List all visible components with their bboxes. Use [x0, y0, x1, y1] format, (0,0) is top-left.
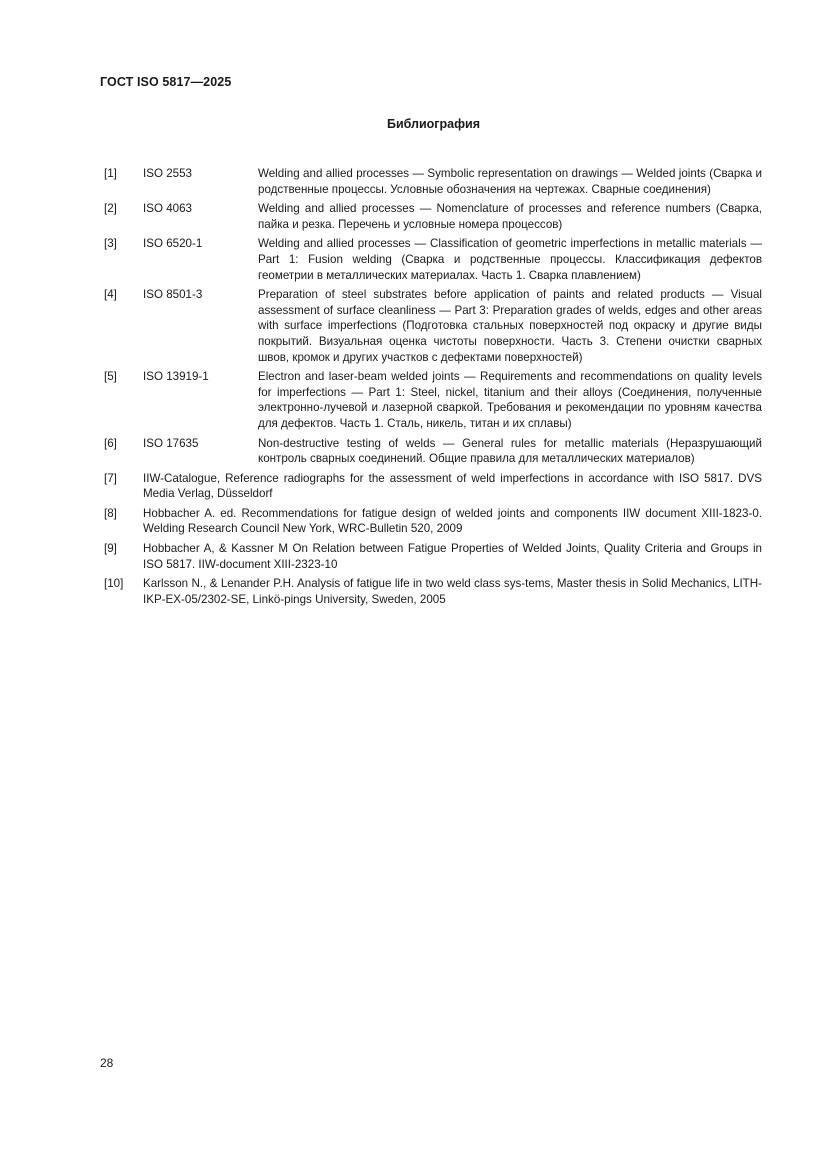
bibliography-list — [104, 166, 762, 611]
entry-text: Non-destructive testing of welds — General rules for metallic materials (Неразрушающий контроль сварных соединений. Общие правила для металлических материалов) — [258, 436, 762, 466]
bibliography-entry-4 — [104, 287, 762, 365]
entry-number: [7] — [104, 471, 117, 485]
bibliography-entry-5 — [104, 369, 762, 431]
entry-number: [9] — [104, 542, 117, 556]
entry-text: Hobbacher A. ed. Recommendations for fatigue design of welded joints and components IIW document XIII-1823-0. Welding Research Council New York, WRC-Bulletin 520, 2009 — [143, 506, 762, 536]
entry-text: Welding and allied processes — Symbolic representation on drawings — Welded joints (Сварка и родственные процессы. Условные обозначения на чертежах. Сварные соединения) — [258, 167, 762, 196]
entry-number: [4] — [104, 288, 117, 302]
bibliography-entry-6 — [104, 436, 762, 467]
entry-number: [5] — [104, 370, 117, 384]
entry-number: [6] — [104, 436, 117, 450]
entry-number: [3] — [104, 237, 117, 251]
entry-number: [2] — [104, 202, 117, 216]
bibliography-entry-7 — [104, 471, 762, 502]
page-title: Библиография — [386, 117, 481, 131]
entry-text: Hobbacher A, & Kassner M On Relation between Fatigue Properties of Welded Joints, Quality Criteria and Groups in ISO 5817. IIW-document XIII-2323-10 — [143, 542, 762, 571]
entry-number: [1] — [104, 167, 117, 180]
entry-text: Karlsson N., & Lenander P.H. Analysis of fatigue life in two weld class sys-tems, Master thesis in Solid Mechanics, LITH-IKP-EX-05/2302-SE, Linkö-pings University, Sweden, 2005 — [143, 577, 762, 606]
entry-text: Welding and allied processes — Classification of geometric imperfections in metallic materials — Part 1: Fusion welding (Сварка и родственные процессы. Классификация дефектов геометрии в металлических материалах. Часть 1. Сварка плавлением) — [258, 237, 762, 282]
entry-code: ISO 13919-1 — [143, 370, 209, 384]
entry-code: ISO 2553 — [143, 167, 192, 180]
entry-code: ISO 17635 — [143, 436, 199, 450]
entry-text: Welding and allied processes — Nomenclature of processes and reference numbers (Сварка, пайка и резка. Перечень и условные номера процессов) — [258, 202, 762, 231]
running-header: ГОСТ ISO 5817—2025 — [100, 75, 232, 89]
entry-text: Electron and laser-beam welded joints — Requirements and recommendations on quality levels for imperfections — Part 1: Steel, nickel, titanium and their alloys (Соединения, полученные электронно-лучевой и лазерной сваркой. Требования и рекомендации по уровням качества для дефектов. Часть 1. Сталь, никель, титан и их сплавы) — [258, 370, 762, 430]
bibliography-entry-1 — [104, 166, 762, 197]
bibliography-entry-3 — [104, 236, 762, 283]
bibliography-entry-2 — [104, 201, 762, 232]
entry-code: ISO 4063 — [143, 202, 192, 216]
entry-code: ISO 6520-1 — [143, 237, 203, 251]
bibliography-entry-10 — [104, 576, 762, 607]
entry-code: ISO 8501-3 — [143, 288, 203, 302]
bibliography-entry-9 — [104, 541, 762, 572]
bibliography-entry-8 — [104, 506, 762, 537]
entry-number: [10] — [104, 577, 124, 591]
page-number: 28 — [100, 1056, 114, 1070]
entry-text: IIW-Catalogue, Reference radiographs for the assessment of weld imperfections in accordance with ISO 5817. DVS Media Verlag, Düsseldorf — [143, 471, 762, 501]
entry-number: [8] — [104, 506, 117, 520]
entry-text: Preparation of steel substrates before application of paints and related products — Visual assessment of surface cleanliness — Part 3: Preparation grades of welds, edges and other areas with surface imperfections (Подготовка стальных поверхностей под окраску и другие виды покрытий. Визуальная оценка чистоты поверхности. Часть 3. Степени очистки сварных швов, кромок и других участков с дефектами поверхностей) — [258, 288, 762, 364]
